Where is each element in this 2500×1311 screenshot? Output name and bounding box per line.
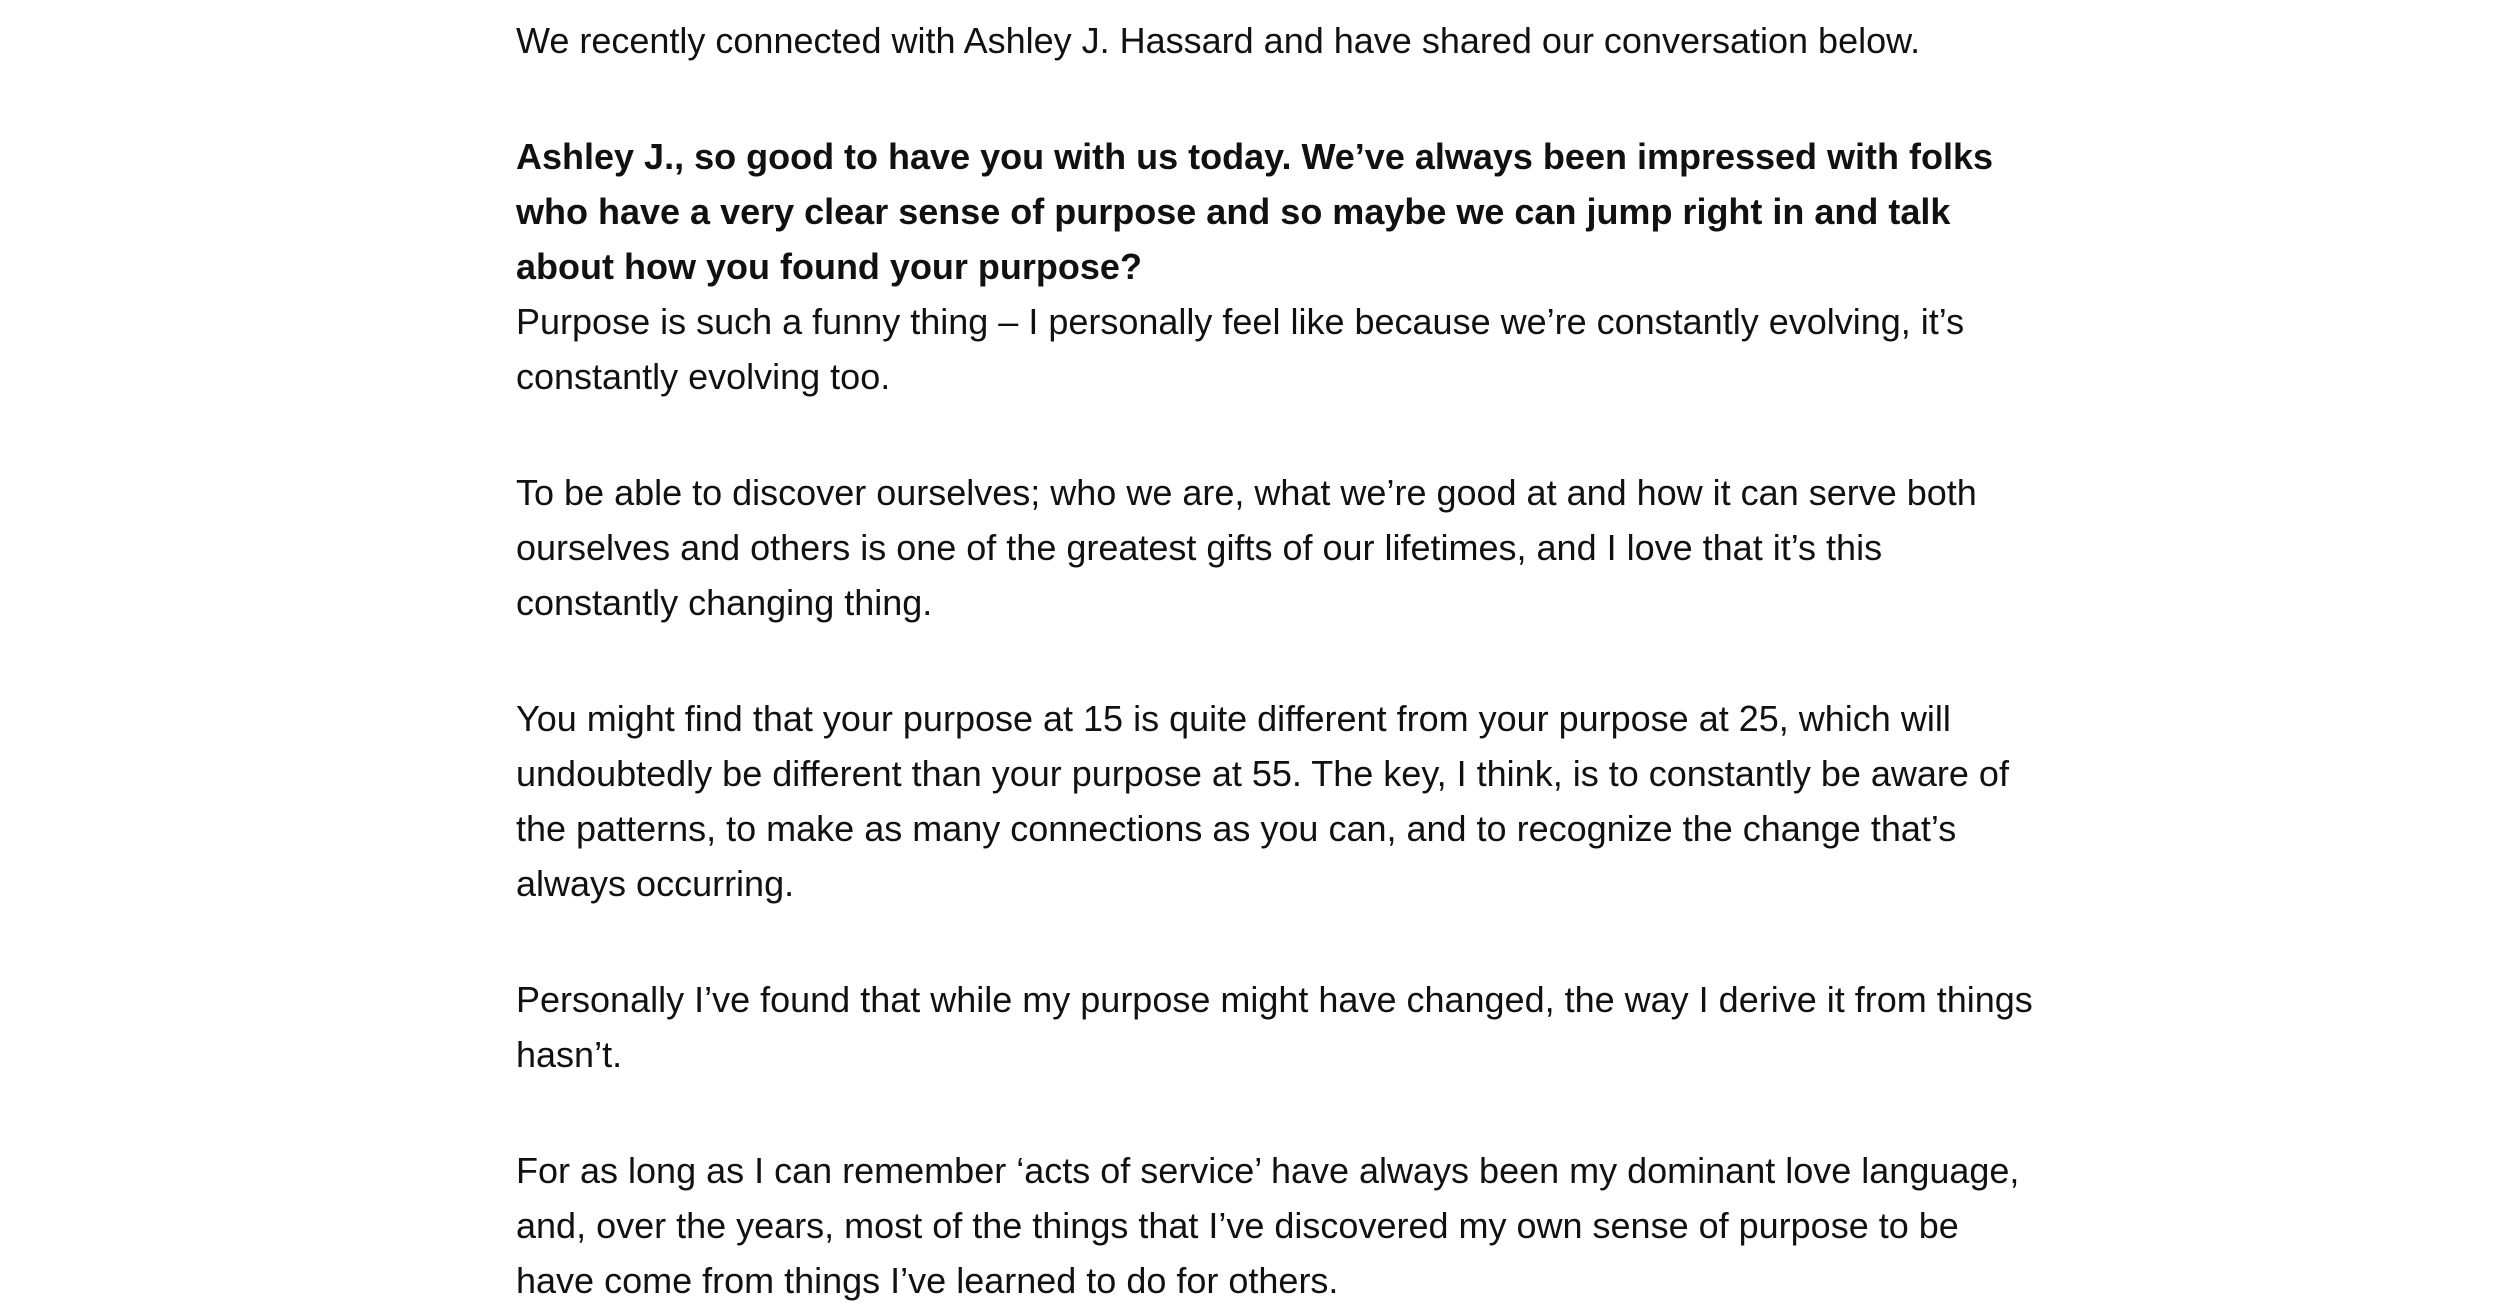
- answer-paragraph-1: Purpose is such a funny thing – I personally feel like because we’re constantly evolving, it’s constantly evolving too.: [516, 301, 1965, 397]
- answer-paragraph-4: Personally I’ve found that while my purpose might have changed, the way I derive it from things hasn’t.: [516, 979, 2033, 1075]
- answer-paragraph-5: For as long as I can remember ‘acts of service’ have always been my dominant love language, and, over the years, most of the things that I’ve discovered my own sense of purpose to be have come from things I’ve learned to do for others.: [516, 1150, 2020, 1301]
- intro-paragraph: We recently connected with Ashley J. Hassard and have shared our conversation below.: [516, 20, 1921, 61]
- interview-question: Ashley J., so good to have you with us today. We’ve always been impressed with folks who have a very clear sense of purpose and so maybe we can jump right in and talk about how you found your purpose?: [516, 136, 1994, 287]
- interview-article: [516, 0, 2036, 1308]
- answer-paragraph-3: You might find that your purpose at 15 is quite different from your purpose at 25, which will undoubtedly be different than your purpose at 55. The key, I think, is to constantly be aware of the patterns, to make as many connections as you can, and to recognize the change that’s always occurring.: [516, 698, 2009, 904]
- answer-paragraph-2: To be able to discover ourselves; who we are, what we’re good at and how it can serve both ourselves and others is one of the greatest gifts of our lifetimes, and I love that it’s this constantly changing thing.: [516, 472, 1977, 623]
